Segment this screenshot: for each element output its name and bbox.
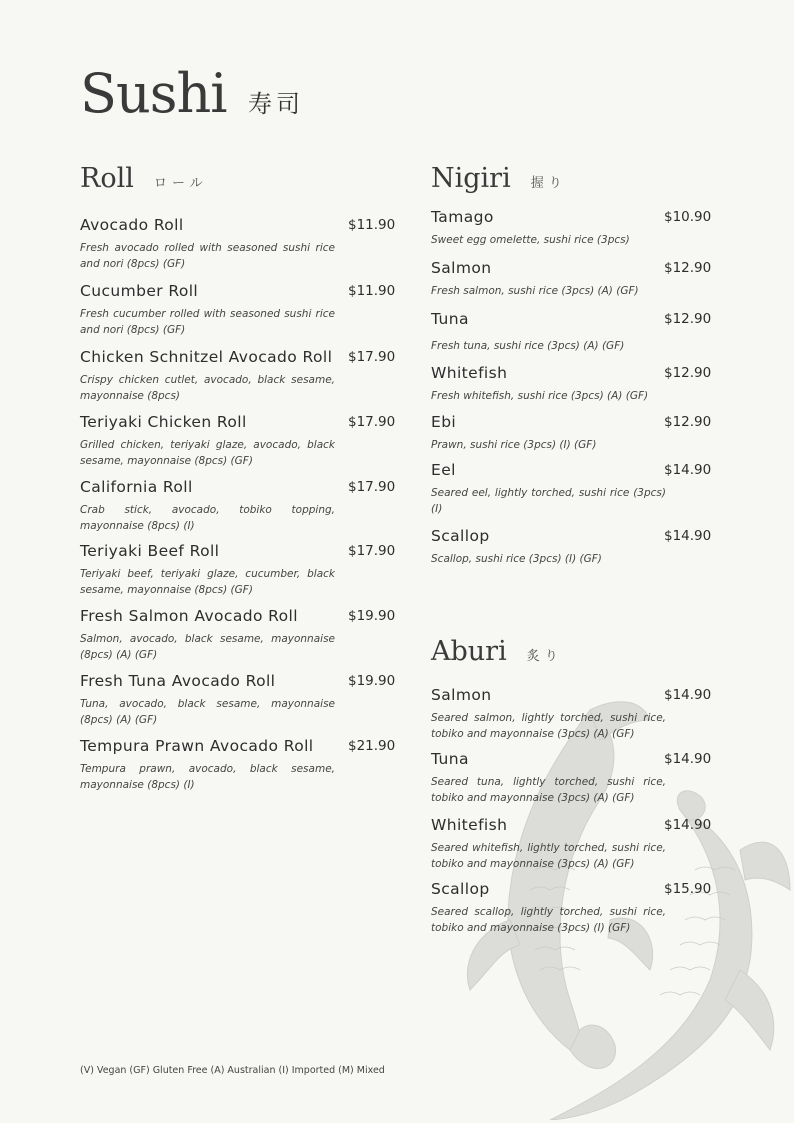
item-name: Tamago (431, 208, 494, 226)
item-price: $12.90 (664, 260, 712, 276)
item-description: Grilled chicken, teriyaki glaze, avocado, black sesame, mayonnaise (8pcs) (GF) (80, 439, 335, 467)
item-price: $21.90 (348, 738, 396, 754)
item-description: Scallop, sushi rice (3pcs) (I) (GF) (431, 553, 602, 565)
item-description: Seared tuna, lightly torched, sushi rice, tobiko and mayonnaise (3pcs) (A) (GF) (431, 776, 666, 804)
item-description: Fresh whitefish, sushi rice (3pcs) (A) (GF) (431, 390, 649, 402)
item-description: Fresh tuna, sushi rice (3pcs) (A) (GF) (431, 340, 625, 352)
item-price: $12.90 (664, 311, 712, 327)
item-description: Fresh cucumber rolled with seasoned sushi rice and nori (8pcs) (GF) (80, 308, 335, 336)
item-description: Crab stick, avocado, tobiko topping, mayonnaise (8pcs) (I) (80, 504, 335, 532)
page-title-jp: 寿司 (248, 90, 304, 118)
item-name: Whitefish (431, 364, 508, 382)
item-description: Tuna, avocado, black sesame, mayonnaise (8pcs) (A) (GF) (80, 698, 335, 726)
item-price: $17.90 (348, 543, 396, 559)
menu-item (431, 685, 712, 742)
item-description: Salmon, avocado, black sesame, mayonnaise (8pcs) (A) (GF) (80, 633, 335, 661)
item-price: $14.90 (664, 687, 712, 703)
item-name: Tuna (431, 310, 469, 328)
aburi-section-header (431, 636, 563, 667)
item-name: Chicken Schnitzel Avocado Roll (80, 348, 333, 366)
item-description: Crispy chicken cutlet, avocado, black sesame, mayonnaise (8pcs) (80, 374, 335, 402)
menu-item (80, 541, 396, 598)
menu-item (431, 207, 712, 248)
menu-item (80, 347, 396, 404)
menu-item (80, 412, 396, 469)
item-price: $19.90 (348, 673, 396, 689)
item-description: Fresh salmon, sushi rice (3pcs) (A) (GF) (431, 285, 639, 297)
item-description: Seared eel, lightly torched, sushi rice (3pcs) (I) (431, 487, 666, 515)
item-price: $14.90 (664, 528, 712, 544)
item-description: Seared salmon, lightly torched, sushi rice, tobiko and mayonnaise (3pcs) (A) (GF) (431, 712, 666, 740)
item-name: Whitefish (431, 816, 508, 834)
menu-item (80, 606, 396, 663)
menu-item (80, 281, 396, 338)
item-description: Teriyaki beef, teriyaki glaze, cucumber, black sesame, mayonnaise (8pcs) (GF) (80, 568, 335, 596)
item-name: Tempura Prawn Avocado Roll (80, 737, 314, 755)
roll-section-title: Roll (80, 163, 134, 194)
item-name: Teriyaki Chicken Roll (80, 413, 247, 431)
menu-item (431, 815, 712, 872)
page-title: Sushi (80, 62, 227, 125)
menu-item (431, 879, 712, 936)
menu-item (431, 363, 712, 404)
menu-item (431, 749, 712, 806)
item-description: Fresh avocado rolled with seasoned sushi rice and nori (8pcs) (GF) (80, 242, 335, 270)
item-price: $14.90 (664, 817, 712, 833)
item-price: $10.90 (664, 209, 712, 225)
item-price: $17.90 (348, 479, 396, 495)
menu-item (431, 460, 712, 517)
item-name: Eel (431, 461, 456, 479)
item-price: $12.90 (664, 365, 712, 381)
menu-item (431, 309, 712, 354)
menu-item (80, 215, 396, 272)
item-price: $14.90 (664, 751, 712, 767)
menu-item (431, 258, 712, 299)
item-name: Avocado Roll (80, 216, 184, 234)
nigiri-section-title: Nigiri (431, 163, 511, 194)
item-description: Seared whitefish, lightly torched, sushi rice, tobiko and mayonnaise (3pcs) (A) (GF) (431, 842, 666, 870)
item-description: Prawn, sushi rice (3pcs) (I) (GF) (431, 439, 597, 451)
menu-item (80, 671, 396, 728)
menu-item (431, 526, 712, 567)
roll-section-title-jp: ロール (153, 176, 208, 191)
item-price: $12.90 (664, 414, 712, 430)
item-description: Sweet egg omelette, sushi rice (3pcs) (431, 234, 630, 246)
item-name: Scallop (431, 880, 490, 898)
item-price: $17.90 (348, 414, 396, 430)
item-price: $14.90 (664, 462, 712, 478)
item-name: Teriyaki Beef Roll (80, 542, 220, 560)
item-name: Tuna (431, 750, 469, 768)
menu-item (431, 412, 712, 453)
menu-item (80, 736, 396, 793)
item-description: Tempura prawn, avocado, black sesame, mayonnaise (8pcs) (I) (80, 763, 335, 791)
item-name: Salmon (431, 686, 492, 704)
item-name: California Roll (80, 478, 193, 496)
item-price: $15.90 (664, 881, 712, 897)
item-description: Seared scallop, lightly torched, sushi rice, tobiko and mayonnaise (3pcs) (I) (GF) (431, 906, 666, 934)
item-name: Cucumber Roll (80, 282, 199, 300)
item-name: Fresh Tuna Avocado Roll (80, 672, 276, 690)
nigiri-section-title-jp: 握り (530, 176, 567, 191)
item-name: Scallop (431, 527, 490, 545)
item-name: Fresh Salmon Avocado Roll (80, 607, 298, 625)
item-price: $11.90 (348, 283, 396, 299)
nigiri-section-header (431, 163, 567, 194)
item-name: Ebi (431, 413, 457, 431)
roll-section-header (80, 163, 208, 194)
dietary-legend: (V) Vegan (GF) Gluten Free (A) Australian (I) Imported (M) Mixed (80, 1065, 385, 1076)
menu-item (80, 477, 396, 534)
item-name: Salmon (431, 259, 492, 277)
aburi-section-title: Aburi (431, 636, 507, 667)
item-price: $17.90 (348, 349, 396, 365)
item-price: $19.90 (348, 608, 396, 624)
aburi-section-title-jp: 炙り (526, 649, 563, 664)
item-price: $11.90 (348, 217, 396, 233)
